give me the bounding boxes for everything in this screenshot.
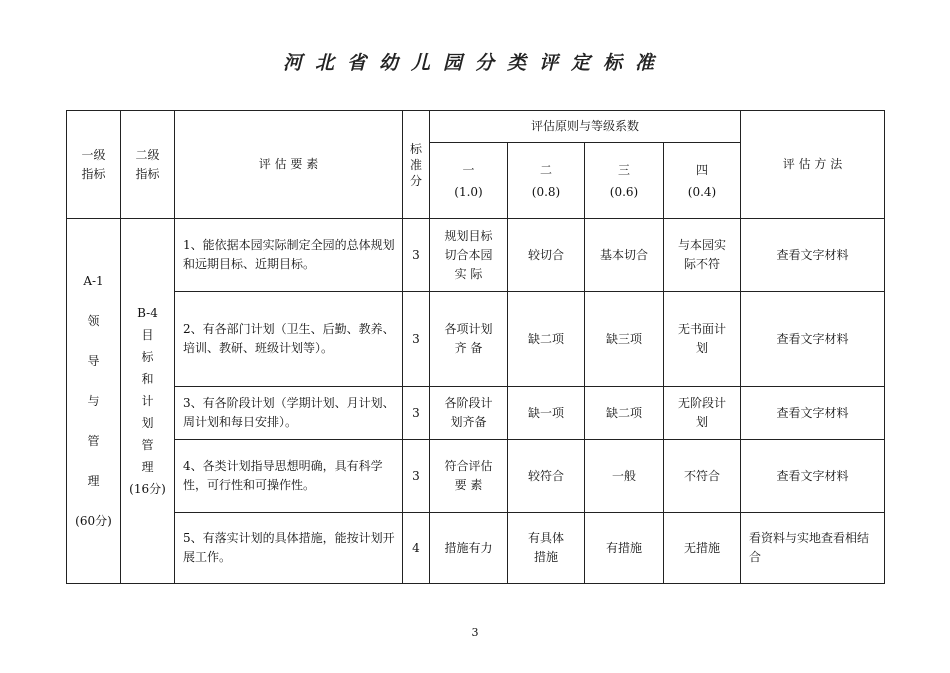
grade1-criteria: 各项计划 齐 备 — [430, 292, 508, 387]
grade2-criteria: 缺一项 — [508, 387, 585, 440]
element-text: 3、有各阶段计划（学期计划、月计划、周计划和每日安排）。 — [175, 387, 403, 440]
page-number: 3 — [471, 626, 479, 639]
grade4-criteria: 无书面计 划 — [664, 292, 741, 387]
element-text: 2、有各部门计划（卫生、后勤、教养、培训、教研、班级计划等）。 — [175, 292, 403, 387]
header-grade1: 一 (1.0) — [430, 143, 508, 219]
element-text: 5、有落实计划的具体措施，能按计划开展工作。 — [175, 513, 403, 584]
level2-indicator: B-4 目 标 和 计 划 管 理 (16分) — [121, 219, 175, 584]
grade1-criteria: 符合评估 要 素 — [430, 440, 508, 513]
evaluation-method: 看资料与实地查看相结合 — [741, 513, 885, 584]
evaluation-method: 查看文字材料 — [741, 219, 885, 292]
evaluation-method: 查看文字材料 — [741, 440, 885, 513]
grade3-criteria: 缺三项 — [585, 292, 664, 387]
element-text: 4、各类计划指导思想明确，具有科学性，可行性和可操作性。 — [175, 440, 403, 513]
grade3-criteria: 基本切合 — [585, 219, 664, 292]
header-elements: 评 估 要 素 — [175, 111, 403, 219]
table-row — [67, 513, 885, 584]
standard-score: 3 — [403, 292, 430, 387]
grade3-criteria: 缺二项 — [585, 387, 664, 440]
evaluation-standard-table — [66, 110, 885, 584]
table-row — [67, 387, 885, 440]
grade4-criteria: 与本园实 际不符 — [664, 219, 741, 292]
page-title: 河北省幼儿园分类评定标准 — [282, 52, 667, 74]
header-standard-score: 标 准 分 — [403, 111, 430, 219]
header-principles: 评估原则与等级系数 — [430, 111, 741, 143]
grade2-criteria: 较切合 — [508, 219, 585, 292]
standard-score: 3 — [403, 219, 430, 292]
element-text: 1、能依据本园实际制定全园的总体规划和远期目标、近期目标。 — [175, 219, 403, 292]
grade4-criteria: 无措施 — [664, 513, 741, 584]
header-level1: 一级 指标 — [67, 111, 121, 219]
standard-score: 3 — [403, 387, 430, 440]
table-row — [67, 292, 885, 387]
grade1-criteria: 各阶段计 划齐备 — [430, 387, 508, 440]
grade1-criteria: 措施有力 — [430, 513, 508, 584]
table-row — [67, 440, 885, 513]
evaluation-method: 查看文字材料 — [741, 387, 885, 440]
grade2-criteria: 缺二项 — [508, 292, 585, 387]
standard-score: 4 — [403, 513, 430, 584]
evaluation-method: 查看文字材料 — [741, 292, 885, 387]
grade1-criteria: 规划目标 切合本园 实 际 — [430, 219, 508, 292]
header-grade2: 二 (0.8) — [508, 143, 585, 219]
header-grade4: 四 (0.4) — [664, 143, 741, 219]
header-method: 评 估 方 法 — [741, 111, 885, 219]
table-row — [67, 219, 885, 292]
grade4-criteria: 无阶段计 划 — [664, 387, 741, 440]
level1-indicator: A-1 领 导 与 管 理 (60分) — [67, 219, 121, 584]
header-grade3: 三 (0.6) — [585, 143, 664, 219]
header-level2: 二级 指标 — [121, 111, 175, 219]
standard-score: 3 — [403, 440, 430, 513]
grade4-criteria: 不符合 — [664, 440, 741, 513]
grade2-criteria: 有具体 措施 — [508, 513, 585, 584]
grade3-criteria: 一般 — [585, 440, 664, 513]
grade3-criteria: 有措施 — [585, 513, 664, 584]
grade2-criteria: 较符合 — [508, 440, 585, 513]
